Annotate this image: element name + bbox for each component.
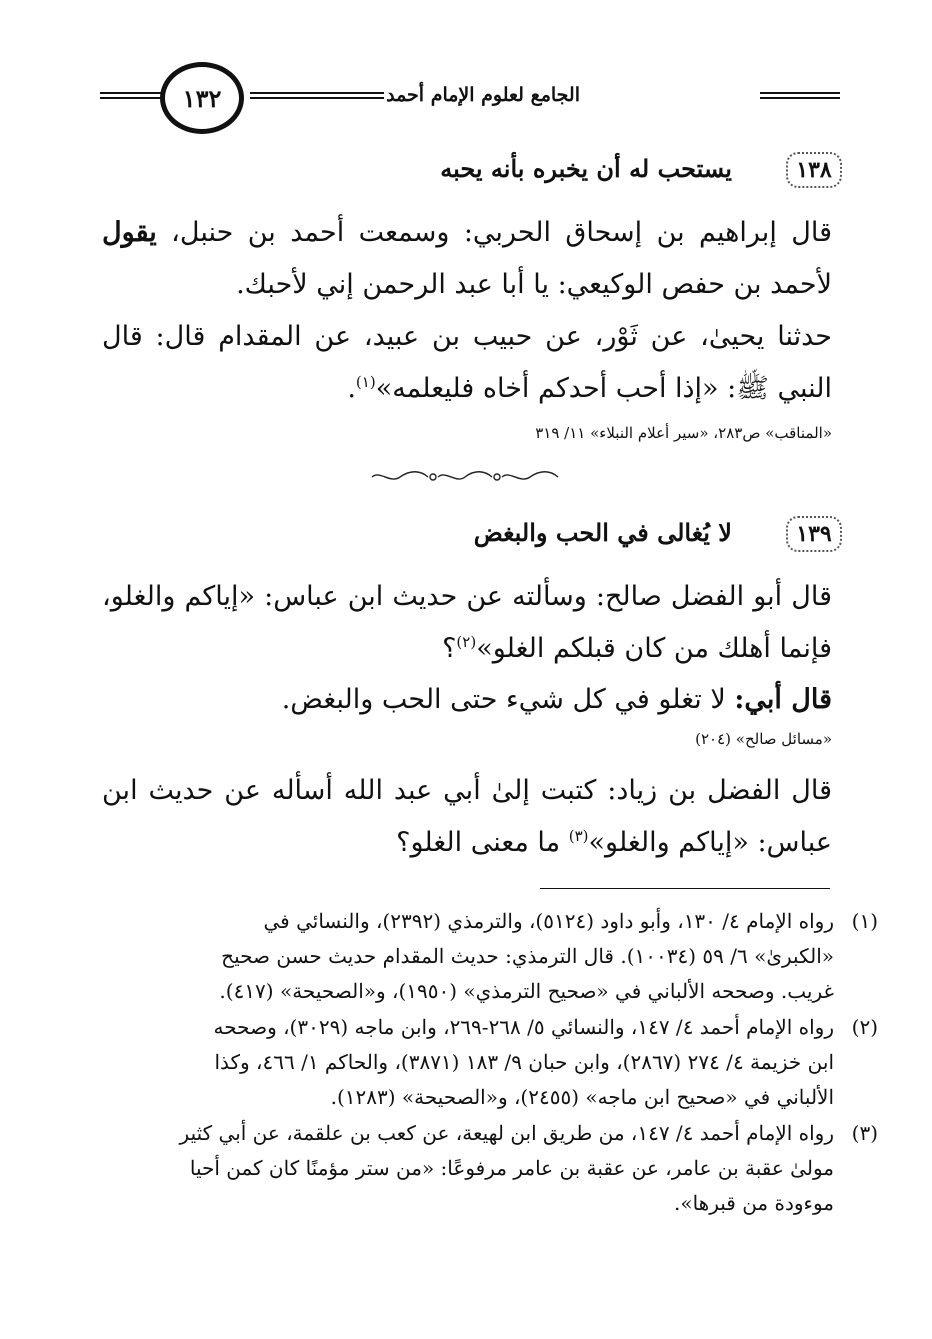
hadith-quote: فإنما أهلك من كان قبلكم الغلو» (476, 633, 832, 664)
text: حدثنا يحيىٰ، عن ثَوْر، عن حبيب بن عبيد، عن المقدام قال: قال (102, 321, 832, 352)
footnote-3 (102, 1116, 878, 1221)
footnote-line: «الكبرىٰ» ٦/ ٥٩ (١٠٠٣٤). قال الترمذي: حديث المقدام حديث حسن صحيح (221, 944, 834, 968)
text: . (347, 373, 356, 404)
text: لأحمد بن حفص الوكيعي: يا أبا عبد الرحمن إني لأحبك. (236, 269, 832, 300)
text: ما معنى الغلو؟ (396, 827, 561, 858)
section-138-paragraph-2 (102, 311, 832, 415)
footnote-line: رواه الإمام ٤/ ١٣٠، وأبو داود (٥١٢٤)، والترمذي (٢٣٩٢)، والنسائي في (263, 909, 834, 933)
footnote-line: رواه الإمام أحمد ٤/ ١٤٧، والنسائي ٥/ ٢٦٨-٢٦٩، وابن ماجه (٣٠٢٩)، وصححه (213, 1015, 834, 1039)
header-rule-right (760, 92, 840, 99)
footnote-line: موءودة من قبرها». (673, 1191, 834, 1215)
footnote-ref[interactable]: (٢) (456, 633, 477, 651)
footnote-line: ابن خزيمة ٤/ ٢٧٤ (٢٨٦٧)، وابن حبان ٩/ ١٨٣ (٣٨٧١)، والحاكم ١/ ٤٦٦، وكذا (214, 1050, 834, 1074)
section-139-paragraph-1 (102, 571, 832, 675)
book-title: الجامع لعلوم الإمام أحمد (386, 84, 580, 106)
section-number-badge: ١٣٨ (786, 152, 842, 188)
section-heading-139 (102, 516, 842, 560)
section-number-badge: ١٣٩ (786, 516, 842, 552)
section-138-paragraph-1 (102, 207, 832, 311)
footnote-line: غريب. وصححه الألباني في «صحيح الترمذي» (١٩٥٠)، و«الصحيحة» (٤١٧). (219, 979, 834, 1003)
footnote-line: رواه الإمام أحمد ٤/ ١٤٧، من طريق ابن لهيعة، عن كعب بن علقمة، عن أبي كثير (179, 1121, 834, 1145)
bold-text: قال أبي: (734, 684, 832, 715)
header-rule-left (100, 92, 162, 99)
footnote-number: (١) (851, 909, 878, 933)
text: ؟ (442, 633, 457, 664)
footnote-line: الألباني في «صحيح ابن ماجه» (٢٤٥٥)، و«الصحيحة» (١٢٨٣). (330, 1085, 834, 1109)
text: قال أبو الفضل صالح: وسألته عن حديث ابن عباس: «إياكم والغلو، (102, 581, 832, 612)
hadith-quote: عباس: «إياكم والغلو» (588, 827, 832, 858)
header-rule-middle (250, 92, 384, 99)
section-heading-138 (102, 152, 842, 196)
footnote-2 (102, 1010, 878, 1115)
footnote-number: (٣) (851, 1121, 878, 1145)
footnote-number: (٢) (851, 1015, 878, 1039)
footnote-line: مولىٰ عقبة بن عامر، عن عقبة بن عامر مرفوعًا: «من ستر مؤمنًا كان كمن أحيا (189, 1156, 834, 1180)
section-title: لا يُغالى في الحب والبغض (473, 518, 732, 547)
footnote-1 (102, 904, 878, 1009)
source-citation: «المناقب» ص٢٨٣، «سير أعلام النبلاء» ١١/ ٣١٩ (535, 424, 832, 442)
footnote-separator (540, 888, 830, 889)
page-header (100, 62, 840, 134)
section-139-paragraph-2 (102, 674, 832, 726)
footnote-ref[interactable]: (١) (355, 373, 376, 391)
bold-text: يقول (102, 217, 157, 248)
section-title: يستحب له أن يخبره بأنه يحبه (440, 154, 732, 183)
page-number: ١٣٢ (160, 62, 244, 134)
text: قال الفضل بن زياد: كتبت إلىٰ أبي عبد الله أسأله عن حديث ابن (102, 775, 832, 806)
footnote-ref[interactable]: (٣) (568, 827, 589, 845)
text: قال إبراهيم بن إسحاق الحربي: وسمعت أحمد بن حنبل، (171, 217, 832, 248)
hadith-quote: النبي ﷺ: «إذا أحب أحدكم أخاه فليعلمه» (375, 373, 832, 404)
section-139-paragraph-3 (102, 765, 832, 869)
source-citation: «مسائل صالح» (٢٠٤) (695, 730, 832, 748)
text: لا تغلو في كل شيء حتى الحب والبغض. (281, 684, 726, 715)
ornament-divider (370, 470, 560, 484)
